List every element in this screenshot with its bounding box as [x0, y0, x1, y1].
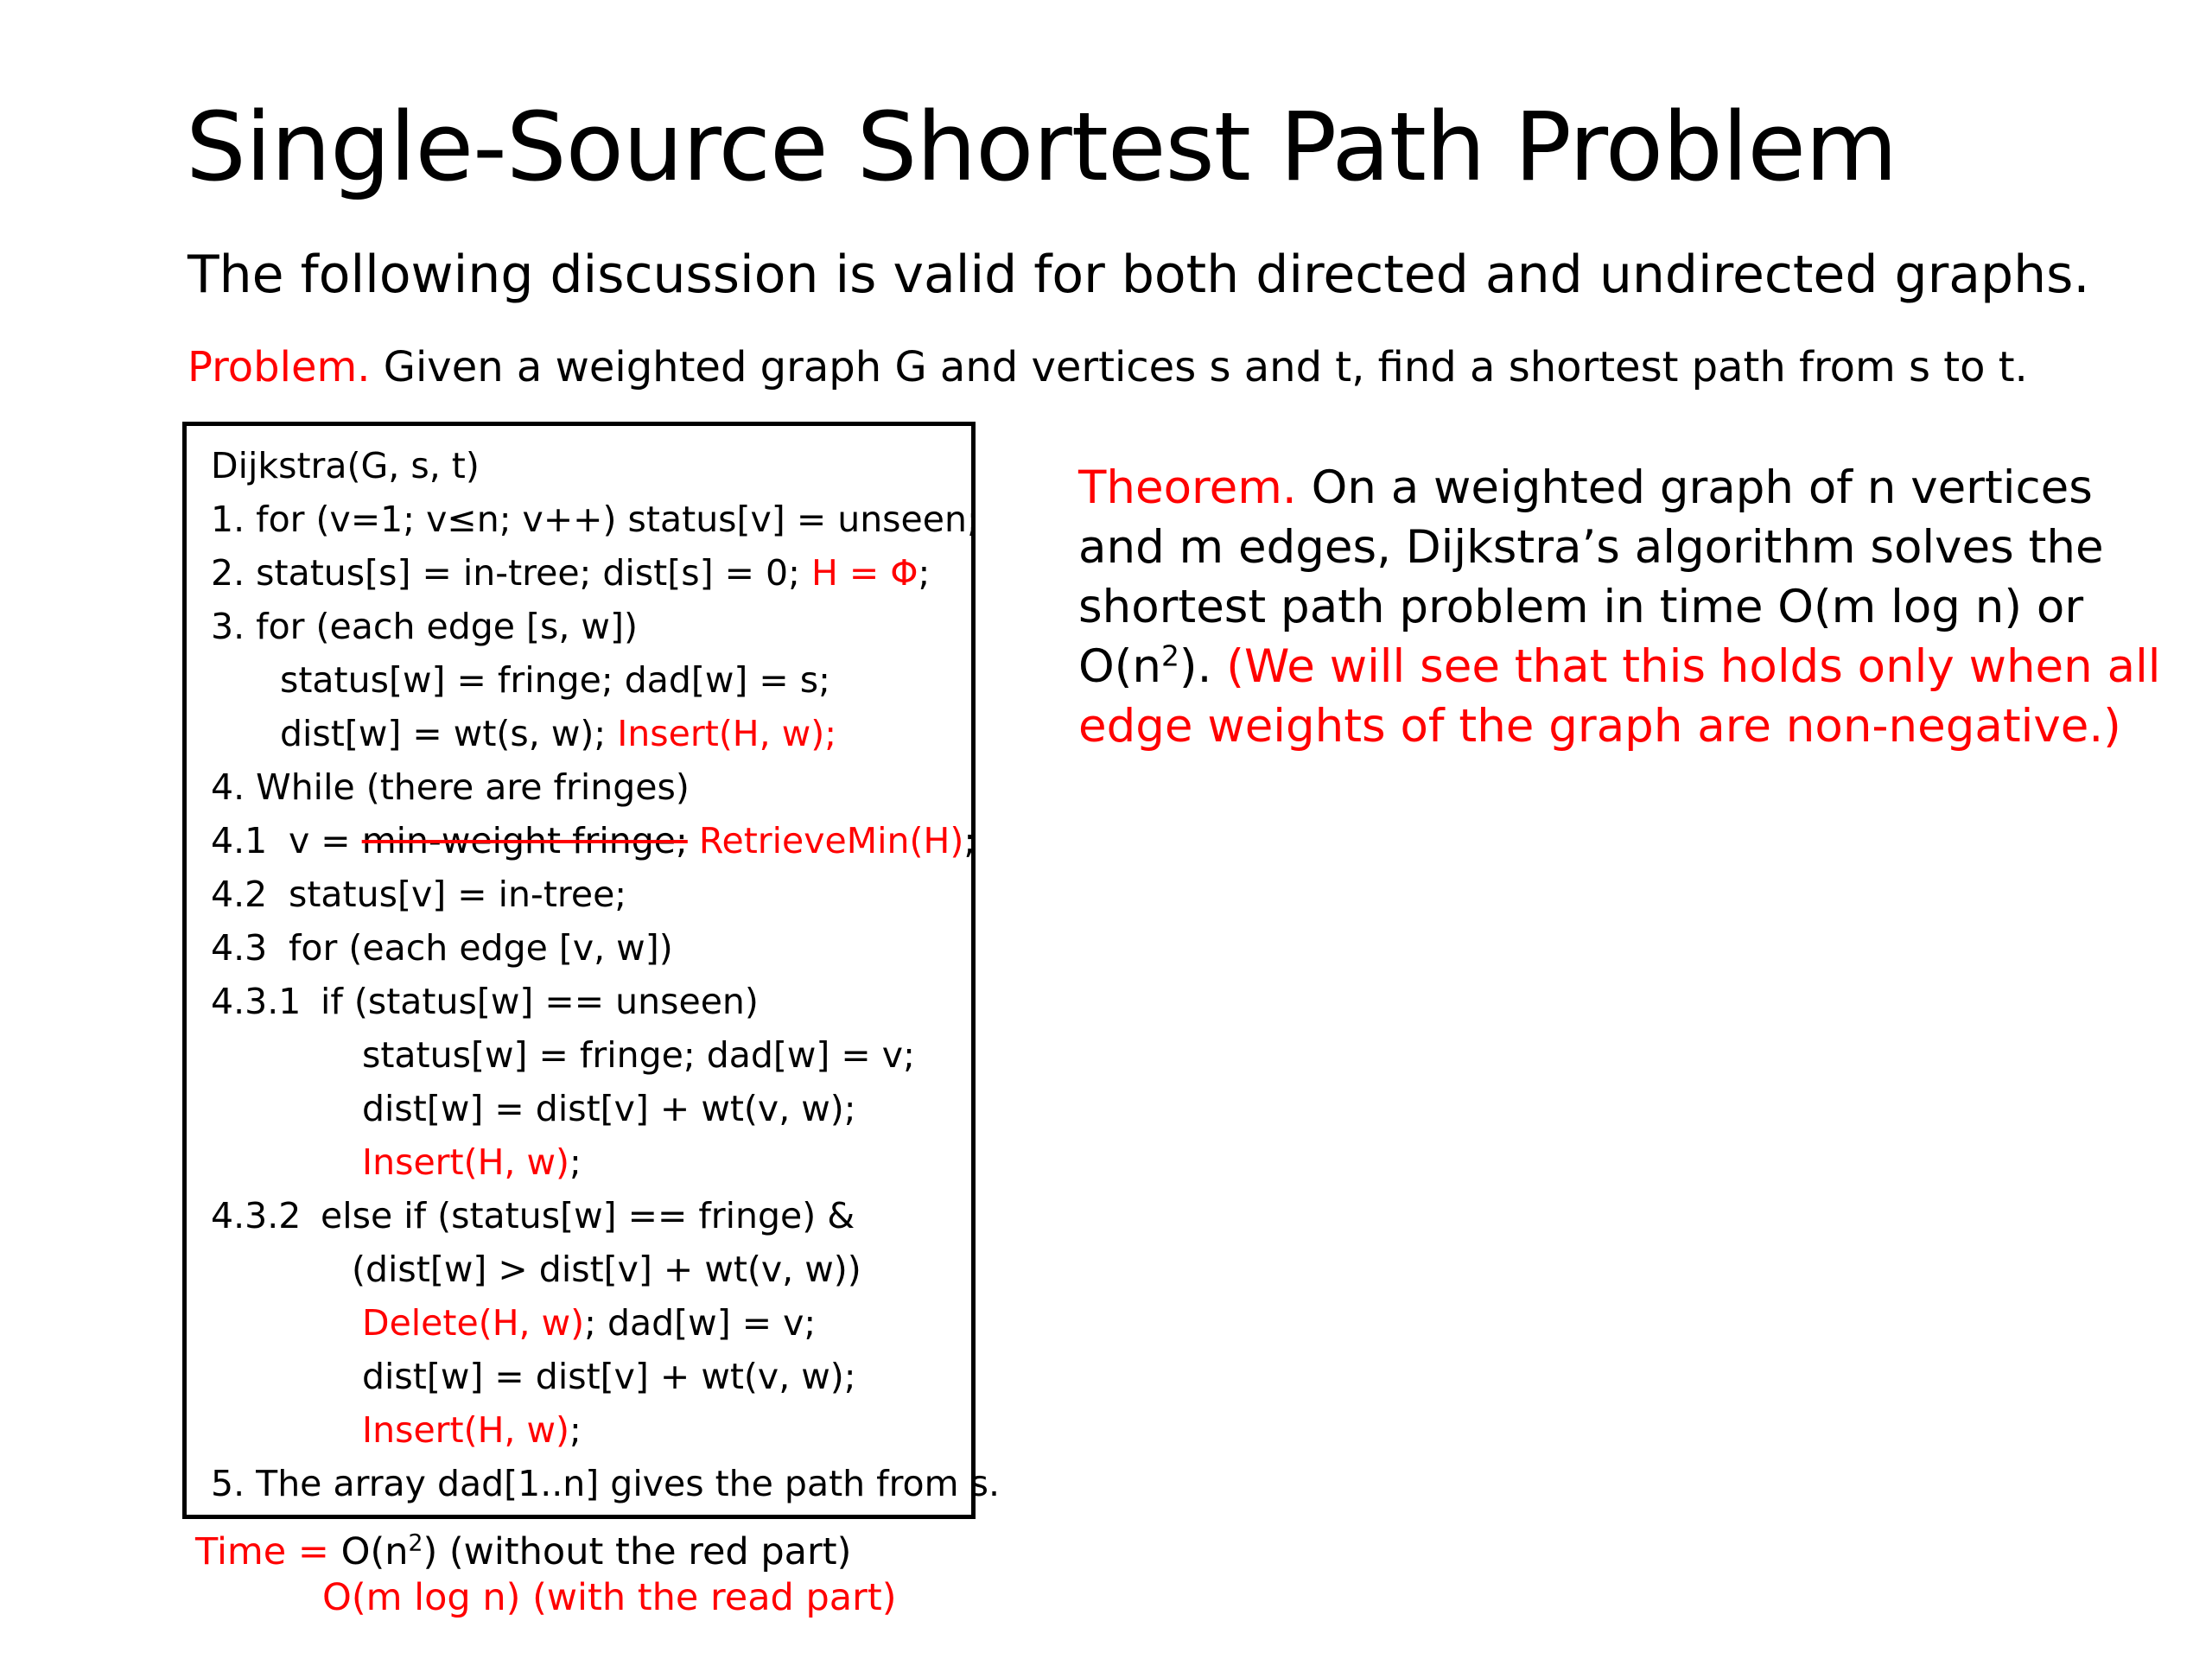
algorithm-step-4-3-2c: dist[w] = dist[v] + wt(v, w);	[362, 1356, 856, 1397]
algorithm-line-3a: status[w] = fringe; dad[w] = s;	[280, 659, 830, 701]
time-complexity-line-2: O(m log n) (with the read part)	[322, 1576, 897, 1619]
algorithm-step-4-3-2: else if (status[w] == fringe) &	[321, 1195, 855, 1236]
algorithm-line-1: 1. for (v=1; v≤n; v++) status[v] = unseen;	[211, 499, 979, 540]
algorithm-line-3b-red: Insert(H, w);	[617, 713, 837, 754]
algorithm-step-4-3-2b-red: Delete(H, w)	[362, 1302, 585, 1344]
algorithm-step-4-2: status[v] = in-tree;	[289, 874, 627, 915]
algorithm-step-4-3-2d-end: ;	[569, 1409, 582, 1451]
theorem-label: Theorem.	[1078, 461, 1297, 514]
algorithm-step-4-3-2a: (dist[w] > dist[v] + wt(v, w))	[352, 1249, 861, 1290]
algorithm-step-4-3-2d	[362, 1408, 582, 1452]
algorithm-line-2-red: H = Φ	[810, 552, 918, 594]
algorithm-step-4-3-2b-text: ; dad[w] = v;	[584, 1302, 817, 1344]
algorithm-line-4: 4. While (there are fringes)	[211, 766, 690, 808]
algorithm-step-4-2-number: 4.2	[211, 874, 268, 915]
algorithm-line-5: 5. The array dad[1..n] gives the path from s.	[211, 1463, 1001, 1504]
algorithm-step-4-1-struck: min-weight fringe;	[361, 820, 688, 861]
algorithm-step-4-3-1b: dist[w] = dist[v] + wt(v, w);	[362, 1088, 856, 1129]
algorithm-step-4-3-1: if (status[w] == unseen)	[321, 981, 759, 1022]
algorithm-line-3: 3. for (each edge [s, w])	[211, 606, 638, 647]
algorithm-step-4-1	[289, 818, 976, 863]
slide-title: Single-Source Shortest Path Problem	[186, 92, 1897, 202]
algorithm-line-3b-text: dist[w] = wt(s, w);	[280, 713, 607, 754]
algorithm-step-4-3: for (each edge [v, w])	[289, 927, 673, 969]
algorithm-step-4-3-number: 4.3	[211, 927, 268, 969]
algorithm-step-4-3-1a: status[w] = fringe; dad[w] = v;	[362, 1034, 915, 1076]
algorithm-step-4-3-1c	[362, 1140, 582, 1185]
algorithm-step-4-3-2b	[362, 1300, 816, 1345]
time-label: Time =	[195, 1530, 329, 1573]
time-line-1-exponent: 2	[408, 1529, 423, 1557]
slide-subtitle: The following discussion is valid for both directed and undirected graphs.	[188, 245, 2090, 305]
algorithm-header: Dijkstra(G, s, t)	[211, 445, 480, 486]
algorithm-box	[182, 422, 1001, 1519]
theorem-exponent: 2	[1161, 639, 1179, 673]
theorem-text: On a weighted graph of n vertices and m edges, Dijkstra’s algorithm solves the shortest path problem in time O(m log n) or O(n	[1078, 461, 2104, 693]
algorithm-step-4-1-pre: v =	[289, 820, 351, 861]
problem-statement	[188, 341, 2028, 393]
problem-text: Given a weighted graph G and vertices s and t, find a shortest path from s to t.	[383, 343, 2028, 391]
time-line-1-post: ) (without the red part)	[423, 1530, 852, 1573]
algorithm-line-2-end: ;	[918, 552, 931, 594]
algorithm-line-2-text: 2. status[s] = in-tree; dist[s] = 0;	[211, 552, 800, 594]
time-line-1-pre: O(n	[340, 1530, 409, 1573]
theorem-note: (We will see that this holds only when all edge weights of the graph are non-negative.)	[1078, 640, 2161, 753]
theorem-paragraph	[1078, 458, 2176, 756]
algorithm-line-3b	[280, 711, 836, 756]
algorithm-step-4-1-end: ;	[963, 820, 976, 861]
algorithm-step-4-3-1-number: 4.3.1	[211, 981, 302, 1022]
theorem-text-end: ).	[1179, 640, 1212, 693]
time-complexity-line-1	[195, 1529, 851, 1575]
algorithm-step-4-1-number: 4.1	[211, 820, 268, 861]
problem-label: Problem.	[188, 343, 371, 391]
algorithm-step-4-1-red: RetrieveMin(H)	[698, 820, 964, 861]
algorithm-step-4-3-1c-end: ;	[569, 1141, 582, 1183]
algorithm-step-4-3-2-number: 4.3.2	[211, 1195, 302, 1236]
algorithm-line-2	[211, 550, 930, 595]
algorithm-step-4-3-2d-red: Insert(H, w)	[362, 1409, 570, 1451]
algorithm-step-4-3-1c-red: Insert(H, w)	[362, 1141, 570, 1183]
